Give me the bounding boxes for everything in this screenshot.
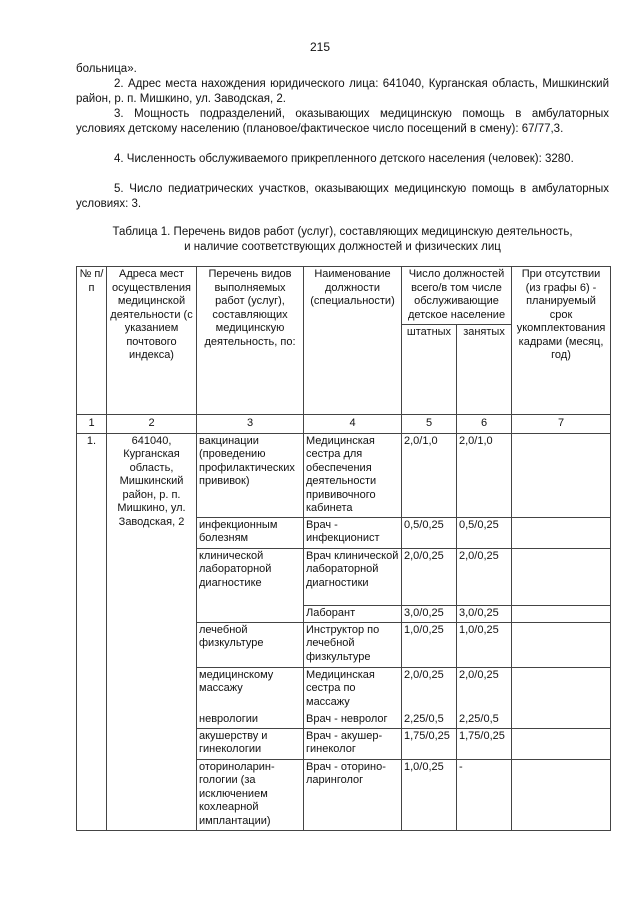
paragraph-population: 4. Численность обслуживаемого прикрепленного детского населения (человек): 3280. <box>114 153 574 165</box>
column-number: 6 <box>457 415 512 434</box>
row-work: вакцинации (проведению профилактических прививок) <box>197 433 304 517</box>
row-address: 641040, Курганская область, Мишкинский район, р. п. Мишкино, ул. Заводская, 2 <box>107 433 197 830</box>
row-occupied: 1,75/0,25 <box>457 728 512 759</box>
paragraph-capacity: 3. Мощность подразделений, оказывающих медицинскую помощь в амбулаторных условиях детскому населению (плановое/фактическое число посещений в смену): 67/77,3. <box>76 108 609 135</box>
row-staff: 0,5/0,25 <box>402 517 457 548</box>
row-occupied: 1,0/0,25 <box>457 622 512 667</box>
row-plan <box>512 712 611 729</box>
table-caption-line2: и наличие соответствующих должностей и физических лиц <box>184 241 501 253</box>
row-work: акушерству и гинекологии <box>197 728 304 759</box>
row-occupied: 2,0/0,25 <box>457 667 512 712</box>
column-number: 1 <box>77 415 107 434</box>
header-staff: штатных <box>402 324 457 414</box>
header-occupied: занятых <box>457 324 512 414</box>
column-number: 5 <box>402 415 457 434</box>
row-work: оториноларин-гологии (за исключением кохлеарной имплантации) <box>197 759 304 830</box>
row-occupied: 3,0/0,25 <box>457 605 512 622</box>
row-position: Медицинская сестра для обеспечения деятельности прививочного кабинета <box>304 433 402 517</box>
row-staff: 1,75/0,25 <box>402 728 457 759</box>
row-plan <box>512 728 611 759</box>
row-work: лечебной физкультуре <box>197 622 304 667</box>
row-position: Медицинская сестра по массажу <box>304 667 402 712</box>
table-row <box>77 433 611 517</box>
row-plan <box>512 759 611 830</box>
row-work: медицинскому массажу <box>197 667 304 712</box>
row-position: Инструктор по лечебной физкультуре <box>304 622 402 667</box>
column-number: 3 <box>197 415 304 434</box>
row-staff: 2,25/0,5 <box>402 712 457 729</box>
header-works: Перечень видов выполняемых работ (услуг), составляющих медицинскую деятельность, по: <box>197 267 304 415</box>
page-number: 215 <box>309 40 331 54</box>
table-header-row <box>77 267 611 325</box>
row-number: 1. <box>77 433 107 830</box>
column-numbers-row <box>77 415 611 434</box>
paragraph-continuation: больница». <box>76 63 137 75</box>
row-position: Врач - невролог <box>304 712 402 729</box>
row-position: Врач - оторино-ларинголог <box>304 759 402 830</box>
services-table <box>76 266 611 831</box>
row-staff: 2,0/0,25 <box>402 548 457 605</box>
row-position: Врач - инфекционист <box>304 517 402 548</box>
row-plan <box>512 548 611 605</box>
row-position: Врач клинической лабораторной диагностики <box>304 548 402 605</box>
header-address: Адреса мест осуществления медицинской деятельности (с указанием почтового индекса) <box>107 267 197 415</box>
row-staff: 1,0/0,25 <box>402 759 457 830</box>
column-number: 4 <box>304 415 402 434</box>
paragraph-legal-address: 2. Адрес места нахождения юридического лица: 641040, Курганская область, Мишкинский район, р. п. Мишкино, ул. Заводская, 2. <box>76 78 609 105</box>
table-caption <box>76 225 609 255</box>
row-occupied: 2,0/0,25 <box>457 548 512 605</box>
row-plan <box>512 433 611 517</box>
row-occupied: 2,25/0,5 <box>457 712 512 729</box>
row-staff: 3,0/0,25 <box>402 605 457 622</box>
header-position: Наименование должности (специальности) <box>304 267 402 415</box>
column-number: 2 <box>107 415 197 434</box>
table-caption-line1: Таблица 1. Перечень видов работ (услуг), составляющих медицинскую деятельность, <box>112 226 573 238</box>
row-plan <box>512 667 611 712</box>
row-staff: 2,0/0,25 <box>402 667 457 712</box>
row-occupied: 2,0/1,0 <box>457 433 512 517</box>
row-position: Лаборант <box>304 605 402 622</box>
row-work: неврологии <box>197 712 304 729</box>
header-plan: При отсутствии (из графы 6) - планируемый срок укомплектования кадрами (месяц, год) <box>512 267 611 415</box>
header-positions-count: Число должностей всего/в том числе обслуживающие детское население <box>402 267 512 325</box>
row-plan <box>512 517 611 548</box>
row-plan <box>512 622 611 667</box>
row-work: инфекционным болезням <box>197 517 304 548</box>
row-work: клинической лабораторной диагностике <box>197 548 304 622</box>
header-number: № п/п <box>77 267 107 415</box>
column-number: 7 <box>512 415 611 434</box>
row-staff: 1,0/0,25 <box>402 622 457 667</box>
row-plan <box>512 605 611 622</box>
paragraph-pediatric-areas: 5. Число педиатрических участков, оказывающих медицинскую помощь в амбулаторных условиях: 3. <box>76 183 609 210</box>
row-staff: 2,0/1,0 <box>402 433 457 517</box>
row-occupied: - <box>457 759 512 830</box>
row-occupied: 0,5/0,25 <box>457 517 512 548</box>
row-position: Врач - акушер-гинеколог <box>304 728 402 759</box>
